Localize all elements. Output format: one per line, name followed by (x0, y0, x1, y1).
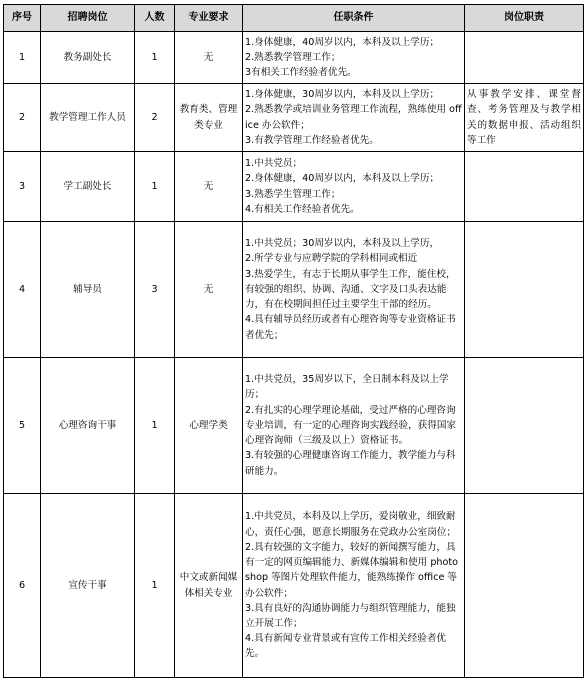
cell-position: 心理咨询干事 (41, 358, 135, 494)
condition-line: 4.具有辅导员经历或者有心理咨询等专业资格证书者优先； (245, 314, 456, 341)
recruitment-table (3, 4, 584, 678)
cell-no: 4 (4, 222, 41, 358)
cell-major: 心理学类 (175, 358, 243, 494)
cell-position: 教学管理工作人员 (41, 84, 135, 152)
cell-major: 教育类、管理类专业 (175, 84, 243, 152)
cell-count: 1 (135, 152, 175, 222)
cell-no: 3 (4, 152, 41, 222)
cell-conditions (243, 152, 465, 222)
cell-no: 2 (4, 84, 41, 152)
cell-count: 3 (135, 222, 175, 358)
cell-no: 6 (4, 494, 41, 678)
cell-count: 1 (135, 358, 175, 494)
header-position: 招聘岗位 (41, 5, 135, 32)
condition-line: 3.熟悉学生管理工作； (245, 188, 341, 200)
condition-line: 3.有较强的心理健康咨询工作能力，教学能力与科研能力。 (245, 450, 456, 477)
cell-major: 无 (175, 152, 243, 222)
cell-duties (465, 32, 584, 84)
condition-line: 3.具有良好的沟通协调能力与组织管理能力，能独立开展工作； (245, 602, 456, 629)
condition-line: 2.熟悉教学或培训业务管理工作流程，熟练使用 office 办公软件； (245, 104, 462, 131)
header-row (4, 5, 584, 32)
cell-count: 1 (135, 32, 175, 84)
table-row (4, 84, 584, 152)
table-row (4, 222, 584, 358)
header-major: 专业要求 (175, 5, 243, 32)
condition-line: 1.中共党员； (245, 158, 303, 170)
cell-duties (465, 152, 584, 222)
header-no: 序号 (4, 5, 41, 32)
cell-duties (465, 222, 584, 358)
cell-position: 教务副处长 (41, 32, 135, 84)
condition-line: 2.具有较强的文字能力，较好的新闻撰写能力，具有一定的网页编辑能力、新媒体编辑和使用 photoshop 等图片处理软件能力，能熟练操作 office 等办公软件； (245, 541, 459, 599)
header-count: 人数 (135, 5, 175, 32)
header-conditions: 任职条件 (243, 5, 465, 32)
condition-line: 1.身体健康，40周岁以内，本科及以上学历； (245, 36, 440, 48)
table-body (4, 32, 584, 678)
cell-no: 5 (4, 358, 41, 494)
cell-duties: 从事教学安排、课堂督查、考务管理及与教学相关的数据申报、活动组织等工作 (465, 84, 584, 152)
cell-duties (465, 494, 584, 678)
condition-line: 1.中共党员；30周岁以内，本科及以上学历， (245, 238, 440, 250)
condition-line: 2.有扎实的心理学理论基础，受过严格的心理咨询专业培训，有一定的心理咨询实践经验，获得国家心理咨询师（三级及以上）资格证书。 (245, 404, 457, 447)
cell-major: 无 (175, 222, 243, 358)
table-row (4, 494, 584, 678)
condition-line: 3.热爱学生，有志于长期从事学生工作，能住校，有较强的组织、协调、沟通、文字及口头表达能力，有在校期间担任过主要学生干部的经历。 (245, 268, 456, 311)
cell-conditions (243, 494, 465, 678)
condition-line: 2.熟悉教学管理工作； (245, 51, 341, 63)
cell-conditions (243, 84, 465, 152)
cell-duties (465, 358, 584, 494)
cell-conditions (243, 32, 465, 84)
cell-count: 1 (135, 494, 175, 678)
cell-position: 宣传干事 (41, 494, 135, 678)
cell-conditions (243, 222, 465, 358)
condition-line: 2.身体健康，40周岁以内，本科及以上学历； (245, 173, 440, 185)
condition-line: 1.身体健康，30周岁以内，本科及以上学历； (245, 89, 440, 101)
cell-major: 无 (175, 32, 243, 84)
condition-line: 3有相关工作经验者优先。 (245, 67, 357, 79)
cell-position: 学工副处长 (41, 152, 135, 222)
condition-line: 2.所学专业与应聘学院的学科相同或相近 (245, 253, 418, 265)
condition-line: 1.中共党员，35周岁以下，全日制本科及以上学历； (245, 374, 449, 401)
table-row (4, 152, 584, 222)
condition-line: 3.有教学管理工作经验者优先。 (245, 134, 379, 146)
cell-position: 辅导员 (41, 222, 135, 358)
condition-line: 4.具有新闻专业背景或有宣传工作相关经验者优先。 (245, 633, 447, 660)
header-duties: 岗位职责 (465, 5, 584, 32)
condition-line: 4.有相关工作经验者优先。 (245, 203, 360, 215)
cell-no: 1 (4, 32, 41, 84)
cell-major: 中文或新闻媒体相关专业 (175, 494, 243, 678)
cell-conditions (243, 358, 465, 494)
table-header (4, 5, 584, 32)
table-row (4, 32, 584, 84)
cell-count: 2 (135, 84, 175, 152)
condition-line: 1.中共党员，本科及以上学历，爱岗敬业，细致耐心，责任心强，愿意长期服务在党政办公室岗位； (245, 511, 457, 538)
table-row (4, 358, 584, 494)
